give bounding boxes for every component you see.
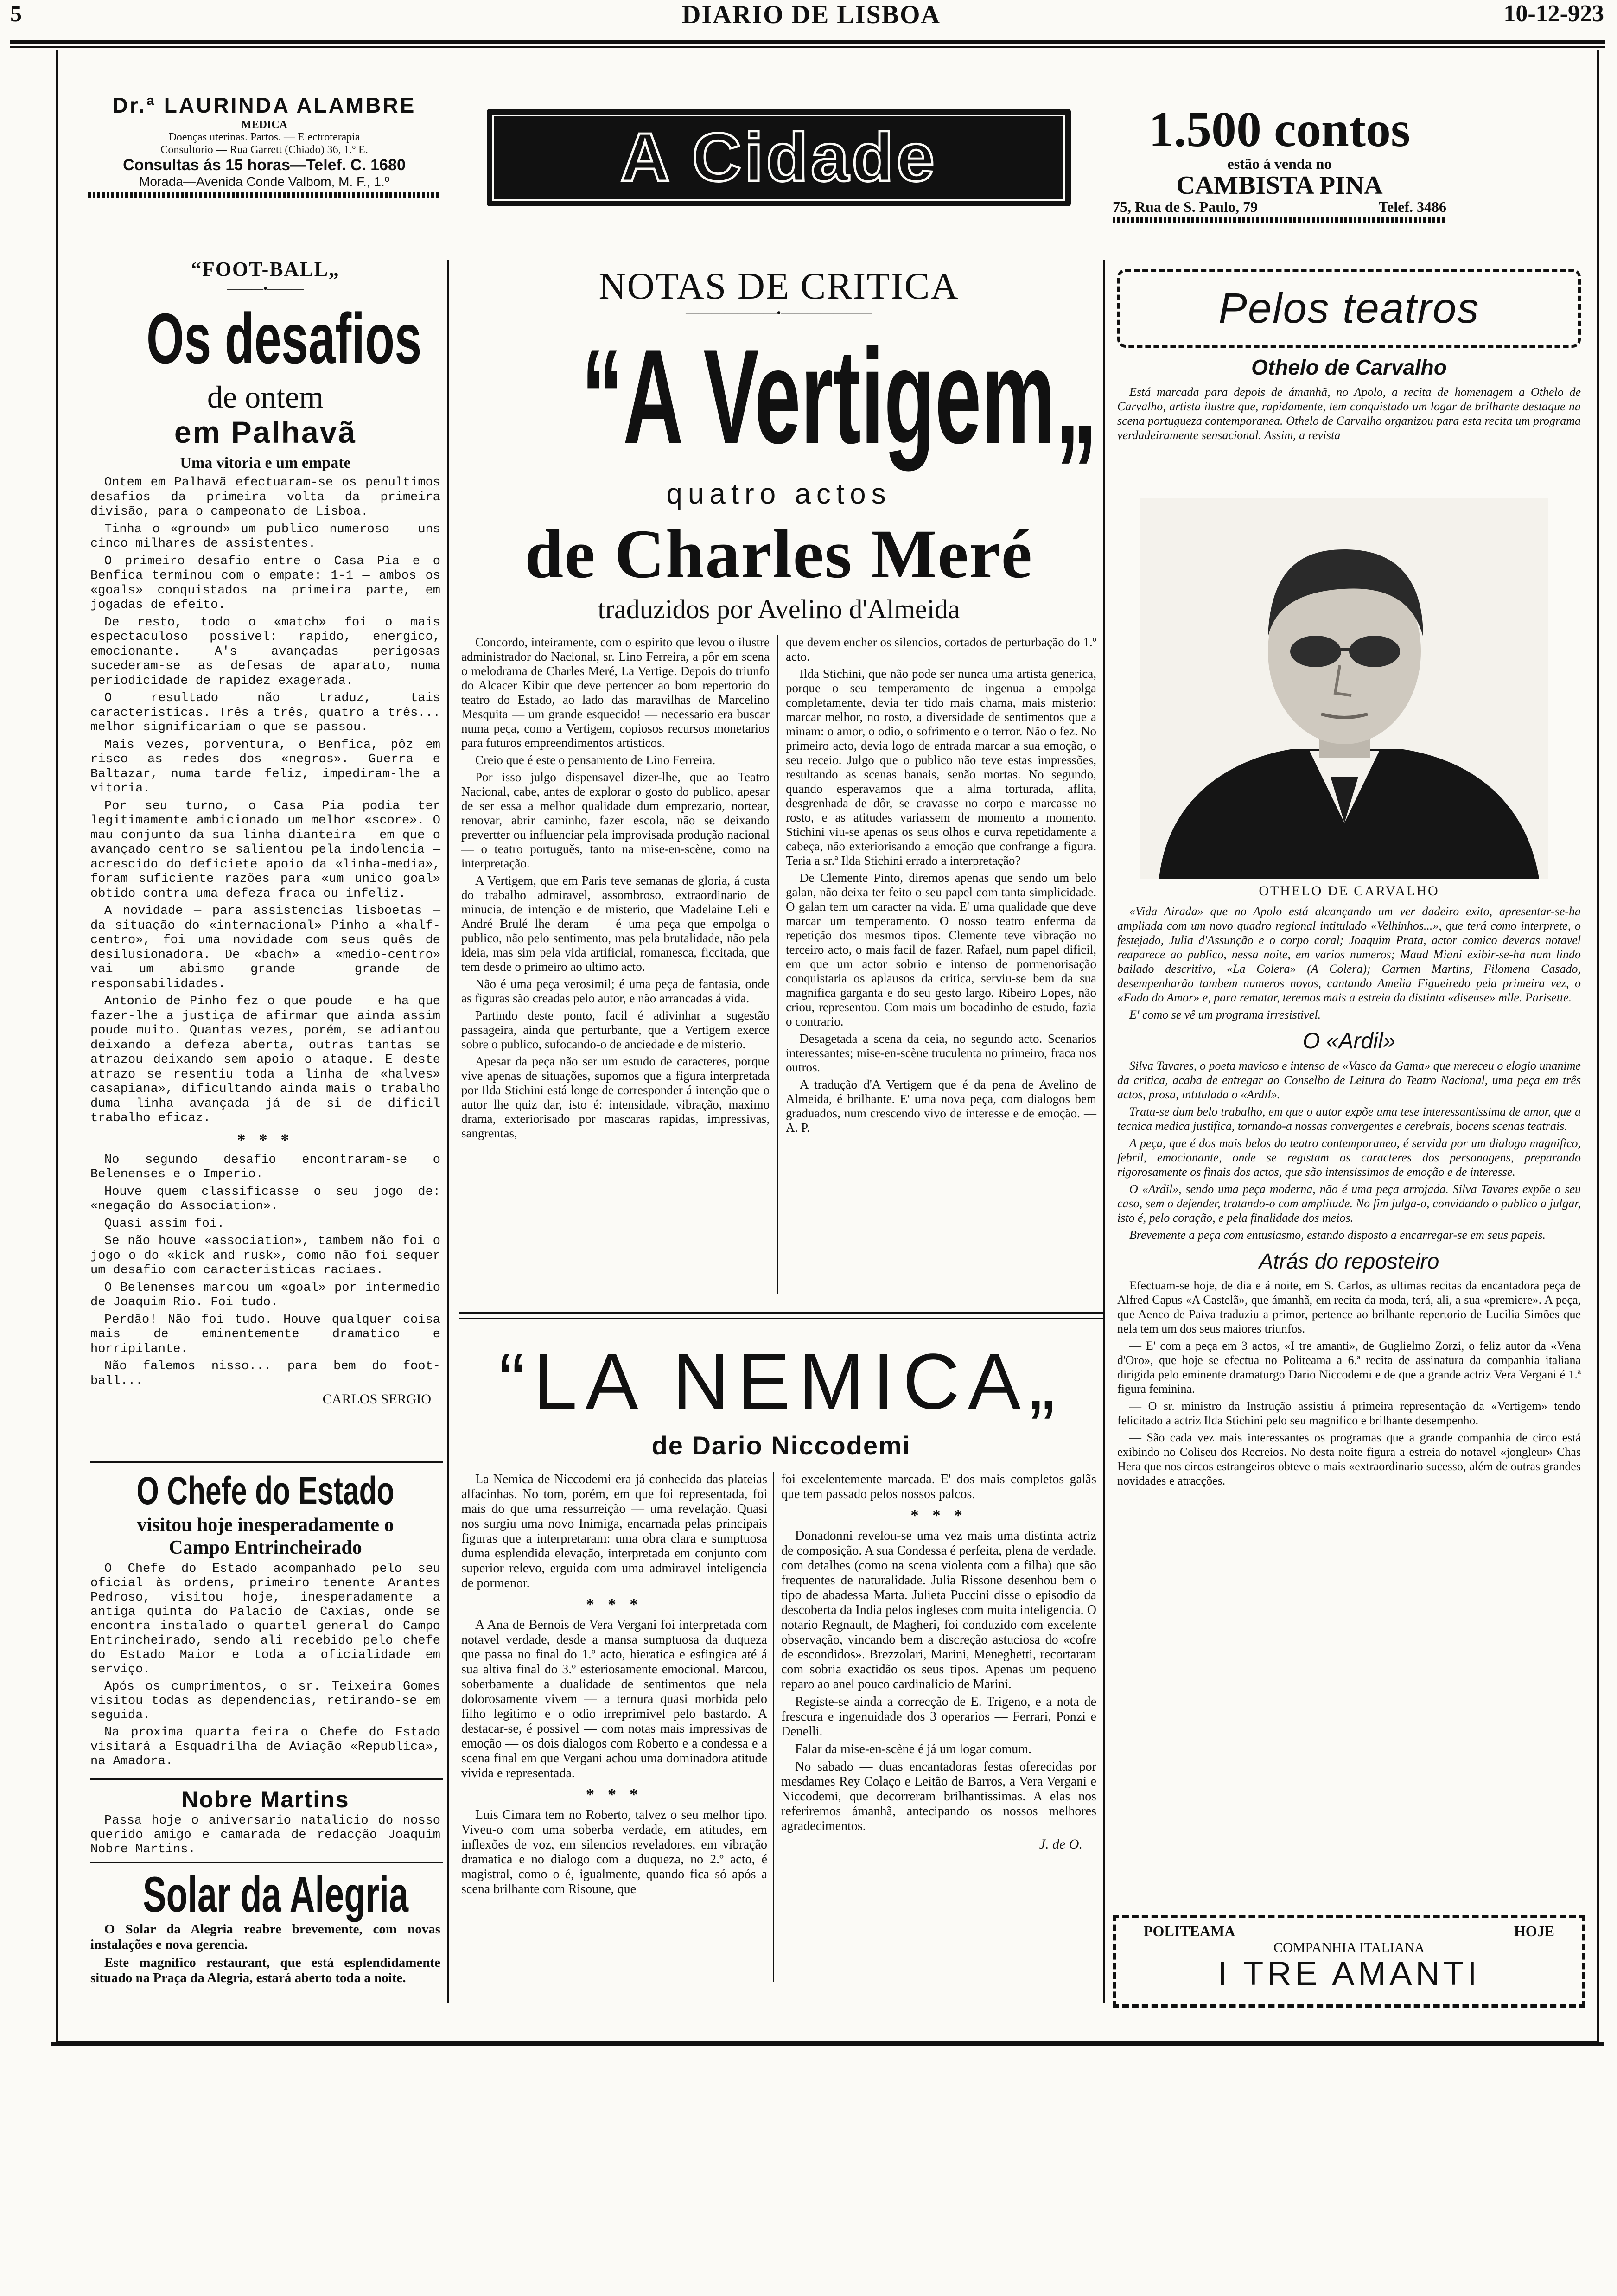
paragraph: Brevemente a peça com entusiasmo, estando disposto a encarregar-se em seus papeis. (1129, 1228, 1546, 1242)
chefe-deck2: Campo Entrincheirado (169, 1537, 362, 1558)
paragraph: De resto, todo o «match» foi o mais espectaculoso possivel: rapido, energico, emocionante. A's avançadas perigosas sucederam-se as defesas de aparato, numa periodicidade de rapidez exagerada. (90, 615, 440, 688)
teatros-body (1117, 904, 1581, 1491)
ad-pina-name: CAMBISTA PINA (1176, 171, 1383, 200)
teatros-headline: Pelos teatros (1218, 284, 1480, 332)
ad-pina-address: 75, Rua de S. Paulo, 79 (1113, 198, 1258, 215)
ad-acidade (487, 109, 1071, 206)
paragraph: — E' com a peça em 3 actos, «I tre amanti», de Guglielmo Zorzi, o feliz autor da «Vena d'Oro», que hoje se efectua no Politeama a 6.ª recita de assinatura da companhia italiana dirigida pelo eminente dramaturgo Dario Niccodemi e de que a grande actriz Vera Vergani é 1.ª figura feminina. (1117, 1339, 1581, 1396)
notas-kicker: NOTAS DE CRITICA (598, 265, 959, 307)
nemica-col1 (461, 1472, 767, 1900)
teatros-intro: Está marcada para depois de ámanhã, no Apolo, a recita de homenagem a Othelo de Carvalho, artista ilustre que, rapidamente, tem conquistado um logar de brilhante destaque na scena portugueza contemporanea. Othelo de Carvalho organizou para esta recita um programa verdadeiramente sensacional. Assim, a revista (1117, 385, 1581, 442)
notas-subhead: quatro actos (666, 478, 891, 510)
paragraph: Creio que é este o pensamento de Lino Ferreira. (475, 753, 716, 767)
paragraph: foi excelentemente marcada. E' dos mais completos galãs que tem passado pelos nossos palcos. (781, 1472, 1096, 1501)
portrait-caption: OTHELO DE CARVALHO (1259, 883, 1439, 899)
paragraph: La Nemica de Niccodemi era já conhecida das plateias alfacinhas. No tom, porém, em que foi representada, foi mais do que uma ressurreição — uma revelação. Quasi nos surgiu uma novo Inimiga, encarnada pelas principais figuras que a interpretaram: uma obra clara e sumptuosa duma esplendida elevação, interpretada em conjunto com superior relevo, erguida com uma admiravel inteligencia de pormenor. (461, 1472, 767, 1590)
ad-border (88, 192, 440, 198)
solar-text1: O Solar da Alegria reabre brevemente, com novas instalações e nova gerencia. (90, 1922, 440, 1952)
section-stars: * * * (237, 1130, 294, 1149)
paragraph: Silva Tavares, o poeta mavioso e intenso de «Vasco da Gama» que mereceu o elogio unanime da critica, acaba de entregar ao Conselho de Leitura do Teatro Nacional, uma peça em três actos, prosa, intitulada o «Ardil». (1117, 1059, 1581, 1101)
newspaper-title: DIARIO DE LISBOA (682, 0, 941, 29)
nemica-author: de Dario Niccodemi (651, 1431, 911, 1460)
portrait-photo (1140, 498, 1548, 879)
ornament-rule: ———•——— (227, 282, 304, 295)
paragraph: No sabado — duas encantadoras festas oferecidas por mesdames Rey Colaço e Leitão de Barros, a Vera Vergani e Niccodemi, que decorreram brilhantissimas. A elas nos referiremos ámanhã, antecipando os nossos melhores agradecimentos. (781, 1760, 1096, 1833)
football-kicker: “FOOT-BALL„ (191, 258, 340, 281)
paragraph: No segundo desafio encontraram-se o Belenenses e o Imperio. (90, 1153, 440, 1181)
solar-article (90, 1866, 440, 1989)
ad-border (1113, 217, 1446, 223)
politeama-venue: POLITEAMA (1144, 1923, 1235, 1939)
section-stars: * * * (586, 1785, 643, 1804)
paragraph: Desagetada a scena da ceia, no segundo acto. Scenarios interessantes; mise-en-scène truculenta no primeiro, fraca nos outros. (786, 1032, 1096, 1074)
ad-pina-contact (1113, 198, 1446, 216)
solar-text2: Este magnifico restaurant, que está esplendidamente situado na Praça da Alegria, estará aberto toda a noite. (90, 1955, 440, 1985)
ad-laurinda-line3: Consultas ás 15 horas—Telef. C. 1680 (123, 156, 406, 174)
ad-laurinda-line4: Morada—Avenida Conde Valbom, M. F., 1.º (139, 174, 389, 189)
paragraph: Donadonni revelou-se uma vez mais uma distinta actriz de composição. A sua Condessa é perfeita, plena de verdade, com detalhes (como na scena violenta com a filha) que são frequentes de naturalidade. Julia Rissone desenhou bem o tipo de abadessa Marta. Julieta Puccini disse o episodio da descoberta da India pelos ingleses com muita inteligencia. O notario Regnault, de Magheri, foi conduzido com excelente observação, vincando bem a discreção astuciosa do «cofre de escondidos». Brezzolari, Marini, Meneghetti, recortaram com sobria exactidão os seus tipos. Apenas um pequeno reparo ao anel pouco cardinalicio de Marini. (781, 1529, 1096, 1691)
ad-laurinda (88, 93, 440, 198)
ad-laurinda-title: MEDICA (241, 119, 287, 131)
ornament-rule: ———————•——————— (686, 306, 872, 320)
paragraph: Efectuam-se hoje, de dia e á noite, em S. Carlos, as ultimas recitas da encantadora peça de Alfred Capus «A Castelã», que ámanhã, em recita da moda, terá, ali, a sua «premiere». A peça, que Aenco de Paiva traduziu a primor, pertence ao brilhante repertorio de Lucilia Simões que nela tem um dos seus maiores triunfos. (1117, 1279, 1581, 1335)
teatros-sub3: Atrás do reposteiro (1259, 1249, 1439, 1273)
football-headline-wrap (90, 297, 440, 379)
teatros-sub1: Othelo de Carvalho (1251, 355, 1447, 379)
header-rule (10, 40, 1605, 44)
solar-headline: Solar da Alegria (143, 1866, 409, 1922)
paragraph: Partindo deste ponto, facil é adivinhar a sugestão passageira, ainda que perturbante, que a Vertigem exerce sobre o publico, sufocando-o de anciedade e de misterio. (461, 1008, 770, 1051)
notas-author: de Charles Meré (524, 516, 1033, 593)
politeama-ad (1113, 1915, 1585, 2008)
paragraph: Trata-se dum belo trabalho, em que o autor expõe uma tese interessantissima de amor, que a tecnica medica justifica, tornando-a nossas convergentes e cerebrais, bocens scenas teatrais. (1117, 1105, 1581, 1133)
ad-pina (1113, 104, 1446, 223)
paragraph: E' como se vê um programa irresistivel. (1129, 1008, 1321, 1021)
ad-pina-line1: estão á venda no (1227, 155, 1332, 172)
paragraph: A tradução d'A Vertigem que é da pena de Avelino de Almeida, é brilhante. E' uma nova peça, com dialogos bem graduados, num crescendo vivo de interesse e de emoção. — A. P. (786, 1078, 1096, 1135)
politeama-top (1130, 1923, 1568, 1940)
paragraph: Na proxima quarta feira o Chefe do Estado visitará a Esquadrilha de Aviação «Republica», na Amadora. (90, 1726, 440, 1768)
paragraph: Ontem em Palhavã efectuaram-se os penultimos desafios da primeira volta da primeira divisão, para o campeonato de Lisboa. (90, 476, 440, 519)
nobre-headline: Nobre Martins (181, 1786, 350, 1812)
column-rule (1103, 260, 1105, 2003)
paragraph: Concordo, inteiramente, com o espirito que levou o ilustre administrador do Nacional, sr. Lino Ferreira, a pôr em scena o melodrama de Charles Meré, La Vertige. Depois do triunfo do Alcacer Kibir que deve pertencer ao bom repertorio do teatro do Estado, ao lado das maravilhas de Marcelino Mesquita — um grande esquecido! — necessario era buscar numa peça, como a Vertigem, copiosos recursos monetarios para futuros empreendimentos artisticos. (461, 635, 770, 750)
ad-laurinda-line2: Consultorio — Rua Garrett (Chiado) 36, 1.º E. (160, 144, 368, 156)
chefe-headline: O Chefe do Estado (136, 1469, 395, 1512)
football-article (90, 257, 440, 1407)
paragraph: Por isso julgo dispensavel dizer-lhe, que ao Teatro Nacional, cabe, antes de explorar o gosto do publico, apesar de ser essa a melhor qualidade dum emprezario, nortear, renovar, abrir caminho, fazer escola, não se deixando prevertter ou influenciar pela improvisada produção nacional — o teatro portuguěs, tanto na mise-en-scène, como na interpretação. (461, 770, 770, 870)
paragraph: O resultado não traduz, tais caracteristicas. Três a três, quatro a três... melhor significariam o que se passou. (90, 691, 440, 734)
column-rule (773, 1472, 774, 1982)
notas-headline: “A Vertigem„ (581, 321, 1097, 472)
column-rule (777, 635, 778, 1294)
bottom-rule (51, 2042, 1604, 2046)
paragraph: Registe-se ainda a correcção de E. Trigeno, e a nota de frescura e ingenuidade dos 3 operarios — Ferrari, Ponzi e Denelli. (781, 1695, 1096, 1739)
paragraph: Não falemos nisso... para bem do foot-ball... (90, 1359, 440, 1388)
paragraph: De Clemente Pinto, diremos apenas que sendo um belo galan, não deixa ter feito o seu papel com tanta simplicidade. O galan tem um caracter na vida. E' uma qualidade que deve marcar um temperamento. O nosso teatro enferma da repetição dos mesmos tipos. Clemente teve vibração no terceiro acto, o mais facil de fazer. Rafael, num papel dificil, em que um actor sobrio e intenso de pormenorisação conquistaria os aplausos da critica, serviu-se bem da sua magnifica garganta e do seu gesto largo. Ribeiro Lopes, não criou, representou. Com mais um bocadinho de estudo, fazia o contrario. (786, 871, 1096, 1028)
notas-col1 (461, 635, 770, 1143)
paragraph: Falar da mise-en-scène é já um logar comum. (795, 1742, 1032, 1756)
paragraph: A peça, que é dos mais belos do teatro contemporaneo, é servida por um dialogo magnifico, febril, emocionante, onde se registam os caracteres dos personagens, preparando rigorosamente os finais dos actos, que são intensissimos de emoção e de interesse. (1117, 1136, 1581, 1179)
football-deck: Uma vitoria e um empate (180, 454, 351, 472)
ad-laurinda-name: Dr.ª LAURINDA ALAMBRE (112, 93, 416, 117)
politeama-when: HOJE (1514, 1923, 1554, 1939)
section-rule (90, 1778, 443, 1780)
politeama-play: I TRE AMANTI (1217, 1955, 1481, 1992)
paragraph: Tinha o «ground» um publico numeroso — uns cinco milhares de assistentes. (90, 522, 440, 551)
portrait-figure (1140, 498, 1548, 879)
politeama-company: COMPANHIA ITALIANA (1273, 1940, 1425, 1955)
notas-col2 (786, 635, 1096, 1138)
section-rule (459, 1318, 1103, 1319)
paragraph: Apesar da peça não ser um estudo de caracteres, porque vive apenas de situações, supomos que a figura interpretada por Ilda Stichini está longe de corresponder á intenção que o autor lhe quiz dar, isto é: intensidade, vibração, maximo drama, exteriorisado por mascaras rapidas, impressivas, sangrentas, (461, 1054, 770, 1140)
teatros-sub2: O «Ardil» (1302, 1029, 1396, 1053)
paragraph: A Ana de Bernois de Vera Vergani foi interpretada com notavel verdade, desde a mansa sumptuosa da duqueza que passa no final do 1.º acto, hieratica e esfingica até á sua altiva final do 3.º esteriosamente emocional. Marcou, soberbamente a dualidade de sentimentos que nela dolorosamente vivem — a ternura quasi morbida pelo filho legitimo e o odio irreprimivel pelo bastardo. A destacar-se, é possivel — com notas mais impressivas de emoção — os dois dialogos com Roberto e a condessa e a scena final em que Vergani achou uma dominadora atitude vivida e representada. (461, 1618, 767, 1780)
nobre-article (90, 1785, 440, 1860)
paragraph: Antonio de Pinho fez o que poude — e ha que fazer-lhe a justiça de afirmar que ainda assim poude muito. Quantas vezes, porém, se adiantou deixando a defeza aberta, outras tantas se atrazou deixando sem apoio o ataque. E deste atrazo se resentiu toda a linha de «halves» casapiana», dificultando ainda mais o trabalho duma linha avançada já de si de dificil trabalho eficaz. (90, 995, 440, 1125)
paragraph: Após os cumprimentos, o sr. Teixeira Gomes visitou todas as dependencias, retirando-se em seguida. (90, 1680, 440, 1722)
paragraph: que devem encher os silencios, cortados de perturbação do 1.º acto. (786, 635, 1096, 663)
paragraph: Perdão! Não foi tudo. Houve qualquer coisa mais de eminentemente dramatico e horripilante. (90, 1313, 440, 1356)
chefe-headline-wrap (90, 1467, 440, 1514)
nemica-col2 (781, 1472, 1096, 1852)
notas-translator: traduzidos por Avelino d'Almeida (598, 594, 960, 624)
football-subhead2: em Palhavã (174, 415, 357, 449)
nemica-headline: “LA NEMICA„ (498, 1338, 1064, 1426)
ad-acidade-inner (492, 115, 1065, 201)
paragraph: Ilda Stichini, que não pode ser nunca uma artista generica, porque o seu temperamento de ingenua a empolga completamente, devia ter tido mais chama, mais misterio; marcar melhor, no rosto, a diversidade de sentimentos que a minam: o amor, o odio, o sofrimento e o terror. Não o fez. No primeiro acto, devia logo de entrada marcar a sua emoção, o seu receio. Julgo que o publico não teve estas impressões, resultando as scenas banais, senão mortas. No segundo, quando esperavamos que a alma torturada, aflita, desgrenhada de dôr, se cravasse no corpo e marcasse no rosto, e as atitudes variassem de momento a momento, Stichini viu-se apenas os seus olhos e curva repetidamente a cabeça, não exteriorisando a emoção que confrange a figura. Teria a sr.ª Ilda Stichini errado a interpretação? (786, 667, 1096, 867)
column-rule (447, 260, 449, 2003)
paragraph: Por seu turno, o Casa Pia podia ter legitimamente ambicionado um melhor «score». O mau conjunto da sua linha dianteira — em que o avançado centro se salientou pela indolencia — acrescido do deficiete apoio da «linha-media», foram suficiente razões para «um unico goal» obtido contra uma defeza fraca ou infeliz. (90, 799, 440, 901)
header-rule-thin (10, 46, 1605, 48)
page-number: 5 (10, 0, 22, 26)
paragraph: Houve quem classificasse o seu jogo de: «negação do Association». (90, 1185, 440, 1213)
paragraph: Se não houve «association», tambem não foi o jogo o do «kick and rusk», como não foi sequer um desafio com caracteristicas raciaes. (90, 1234, 440, 1277)
chefe-article (90, 1467, 440, 1772)
teatros-headline-box (1117, 269, 1581, 348)
football-signature: CARLOS SERGIO (322, 1391, 431, 1407)
section-rule (90, 1461, 443, 1463)
paragraph: A Vertigem, que em Paris teve semanas de gloria, á custa do trabalho admiravel, assombroso, extraordinario de minucia, de intenção e de misterio, que Madelaine Leli e André Brulé lhe deram — é uma peça que empolga o publico, não pelo sentimento, mas pela brutalidade, não pela ideia, mas sim pela vida artificial, romanesca, ficcitada, que tem desde o primeiro ao ultimo acto. (461, 874, 770, 974)
paragraph: Não é uma peça verosimil; é uma peça de fantasia, onde as figuras são creadas pelo autor, e não arrancadas á vida. (461, 977, 770, 1005)
paragraph: O Belenenses marcou um «goal» por intermedio de Joaquim Rio. Foi tudo. (90, 1281, 440, 1309)
paragraph: O primeiro desafio entre o Casa Pia e o Benfica terminou com o empate: 1-1 — ambos os «goals» conquistados na primeira parte, em jogadas de efeito. (90, 554, 440, 612)
paragraph: «Vida Airada» que no Apolo está alcançando um ver dadeiro exito, apresentar-se-ha ampliada com um novo quadro regional intitulado «Velhinhos...», que terá como interprete, o festejado, Julia d'Assunção e o corpo coral; Joaquim Prata, actor comico deveras notavel reaparece ao publico, nessa noite, em varios numeros; Maud Miani exibir-se-ha num lindo bailado descritivo, «La Colera» (A Colera); Carmen Martins, Filomena Casado, desempenharão tambem numeros novos, cantando Amelia Figueiredo pela primeira vez, o «Fado do Amor» e, para rematar, teremos mais a estreia da distinta «diseuse» mlle. Parisette. (1117, 905, 1581, 1004)
football-body (90, 476, 440, 1126)
section-stars: * * * (910, 1506, 967, 1524)
section-rule (459, 1312, 1103, 1314)
chefe-deck1: visitou hoje inesperadamente o (137, 1514, 394, 1536)
paragraph: O Chefe do Estado acompanhado pelo seu oficial às ordens, primeiro tenente Arantes Pedroso, visitou hoje, inesperadamente a antiga quinta do Palacio de Caxias, onde se encontra instalado o quartel general do Campo Entrincheirado, sendo ali recebido pelo chefe do Estado Maior e toda a oficialidade em serviço. (90, 1562, 440, 1677)
section-stars: * * * (586, 1595, 643, 1614)
paragraph: — O sr. ministro da Instrução assistiu á primeira representação da «Vertigem» tendo felicitado a actriz Ilda Stichini pelo seu magnifico e brilhante desempenho. (1117, 1399, 1581, 1427)
issue-date: 10-12-923 (1503, 0, 1604, 27)
football-headline: Os desafios (146, 299, 422, 378)
paragraph: O «Ardil», sendo uma peça moderna, não é uma peça arrojada. Silva Tavares expõe o seu caso, sem o defender, tratando-o com amplitude. No fim julga-o, convidando o publico a julgar, isto é, pelo coração, e pela finalidade dos meios. (1117, 1182, 1581, 1225)
ad-acidade-name: A Cidade (620, 119, 937, 196)
solar-headline-wrap (90, 1866, 440, 1922)
paragraph: Luis Cimara tem no Roberto, talvez o seu melhor tipo. Viveu-o com uma soberba verdade, em atitudes, em inflexões de voz, em silencios reveladores, em vibração dramatica e no dialogo com a duqueza, no 2.º acto, é magistral, como o é, igualmente, quando fica só após a scena brilhante com Risoune, que (461, 1808, 767, 1896)
section-rule (90, 1862, 443, 1863)
nemica-signature: J. de O. (1039, 1837, 1082, 1852)
nobre-text: Passa hoje o aniversario natalicio do nosso querido amigo e camarada de redacção Joaquim Nobre Martins. (90, 1814, 440, 1856)
paragraph: — São cada vez mais interessantes os programas que a grande companhia de circo está exibindo no Coliseu dos Recreios. No desta noite figura a estreia do notavel «jongleur» Chas Hera que nos circos estrangeiros obteve o mais «extraordinario sucesso, além de outras grandes novidades e atracções. (1117, 1431, 1581, 1487)
ad-laurinda-line1: Doenças uterinas. Partos. — Electroterapia (168, 131, 360, 143)
ad-pina-phone: Telef. 3486 (1378, 198, 1446, 215)
notas-headline-wrap (459, 320, 1103, 473)
ad-pina-amount: 1.500 contos (1149, 102, 1410, 157)
paragraph: Quasi assim foi. (104, 1217, 225, 1231)
paragraph: A novidade — para assistencias lisboetas — da situação do «internacional» Pinho a «half-centro», foi uma novidade com seus quês de desilusionadora. De «bach» a «medio-centro» vai um abismo grande — grande de responsabilidades. (90, 904, 440, 991)
football-body2 (90, 1153, 440, 1389)
paragraph: Mais vezes, porventura, o Benfica, pôz em risco as redes dos «negros». Guerra e Baltazar, numa tarde feliz, impediram-lhe a vitoria. (90, 738, 440, 796)
football-subhead1: de ontem (207, 379, 324, 415)
